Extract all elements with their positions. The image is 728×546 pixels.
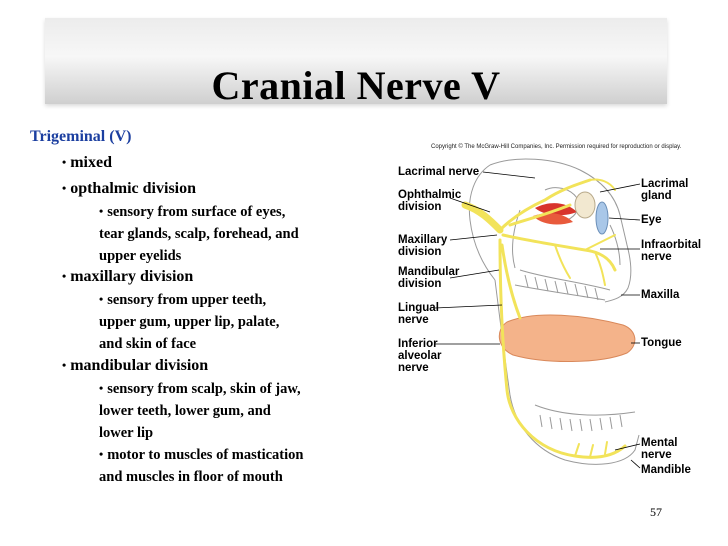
label-lacrimal-nerve: Lacrimal nerve bbox=[398, 166, 480, 178]
figure-copyright: Copyright © The McGraw-Hill Companies, Inc. Permission required for reproduction or display. bbox=[431, 144, 682, 150]
bullet-maxillary: • maxillary division bbox=[62, 268, 194, 285]
label-lingual-nerve: Lingual nerve bbox=[398, 302, 439, 326]
label-maxillary-division: Maxillary division bbox=[398, 234, 448, 258]
sub-bullet-mandibular-motor: • motor to muscles of mastication and muscles in floor of mouth bbox=[99, 447, 304, 485]
label-inferior-alveolar-nerve: Inferior alveolar nerve bbox=[398, 338, 442, 374]
label-mental-nerve: Mental nerve bbox=[641, 437, 678, 461]
sub-bullet-opthalmic: • sensory from surface of eyes, tear glands, scalp, forehead, and upper eyelids bbox=[99, 204, 299, 264]
page-number: 57 bbox=[650, 505, 662, 519]
label-lacrimal-gland: Lacrimal gland bbox=[641, 178, 689, 202]
slide-title: Cranial Nerve V bbox=[211, 63, 501, 108]
label-ophthalmic-division: Ophthalmic division bbox=[398, 189, 462, 213]
label-tongue: Tongue bbox=[641, 337, 682, 349]
tongue-shape bbox=[499, 315, 635, 362]
section-heading: Trigeminal (V) bbox=[30, 128, 132, 145]
label-mandible: Mandible bbox=[641, 464, 691, 476]
sub-bullet-mandibular-sensory: • sensory from scalp, skin of jaw, lower teeth, lower gum, and lower lip bbox=[99, 381, 301, 441]
bullet-mixed: • mixed bbox=[62, 154, 112, 171]
label-mandibular-division: Mandibular division bbox=[398, 266, 460, 290]
sub-bullet-maxillary: • sensory from upper teeth, upper gum, upper lip, palate, and skin of face bbox=[99, 292, 280, 352]
bullet-opthalmic: • opthalmic division bbox=[62, 180, 197, 197]
label-maxilla: Maxilla bbox=[641, 289, 680, 301]
title-bar bbox=[45, 18, 667, 108]
label-eye: Eye bbox=[641, 214, 662, 226]
label-infraorbital-nerve: Infraorbital nerve bbox=[641, 239, 702, 263]
bullet-mandibular: • mandibular division bbox=[62, 357, 209, 374]
